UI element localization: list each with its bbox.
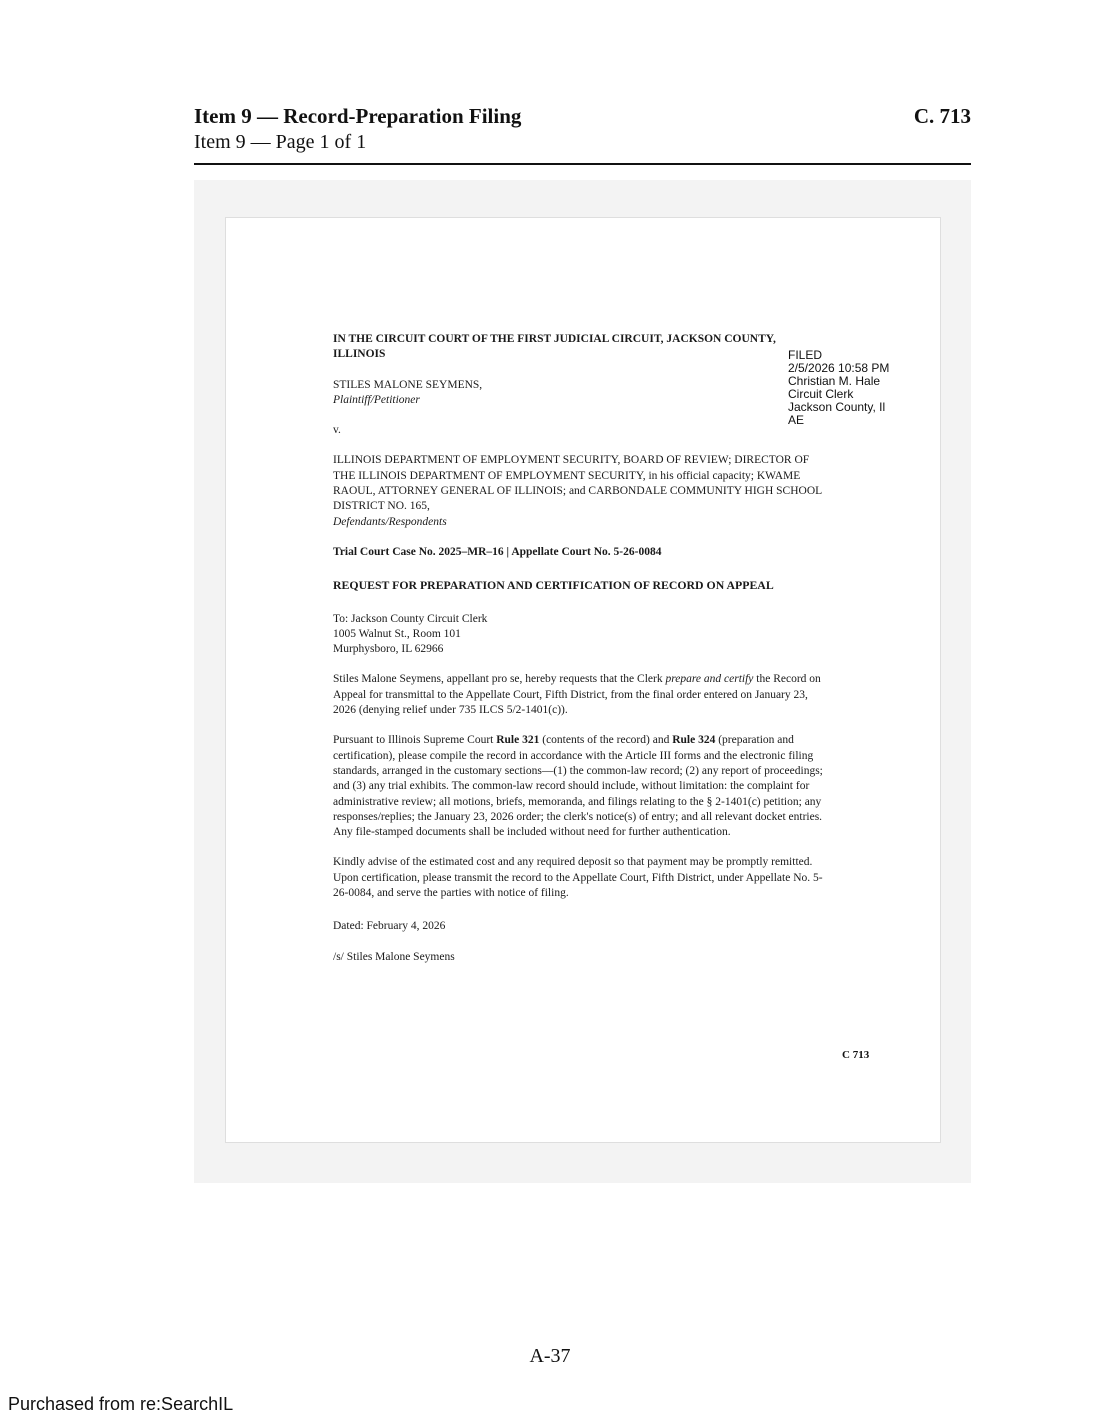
address-line-2: 1005 Walnut St., Room 101 bbox=[333, 627, 461, 640]
para1-a: Stiles Malone Seymens, appellant pro se, hereby requests that the Clerk bbox=[333, 673, 666, 686]
document-sheet bbox=[225, 217, 941, 1143]
dated-line: Dated: February 4, 2026 bbox=[333, 920, 446, 933]
document-c-number: C 713 bbox=[842, 1049, 870, 1061]
document-title: REQUEST FOR PREPARATION AND CERTIFICATION OF RECORD ON APPEAL bbox=[333, 578, 774, 593]
plaintiff-role: Plaintiff/Petitioner bbox=[333, 393, 420, 406]
filed-stamp-line-6: AE bbox=[788, 413, 805, 427]
filed-stamp-line-4: Circuit Clerk bbox=[788, 387, 854, 401]
filed-stamp-line-2: 2/5/2026 10:58 PM bbox=[788, 361, 890, 375]
para2-e: (preparation and certification), please compile the record in accordance with the Article III forms and the electronic filing standards, arranged in the customary sections—(1) the common-law record; (2) any report of proceedings; and (3) any trial exhibits. The common-law record should include, without limitation: the complaint for administrative review; all motions, briefs, memoranda, and filings relating to the § 2-1401(c) petition; any responses/replies; the January 23, 2026 order; the clerk's notice(s) of entry; and all relevant docket entries. Any file-stamped documents shall be included without need for further authentication. bbox=[333, 734, 823, 839]
defendants-text: ILLINOIS DEPARTMENT OF EMPLOYMENT SECURITY, BOARD OF REVIEW; DIRECTOR OF THE ILLINOIS DEPARTMENT OF EMPLOYMENT SECURITY, in his official capacity; KWAME RAOUL, ATTORNEY GENERAL OF ILLINOIS; and CARBONDALE COMMUNITY HIGH SCHOOL DISTRICT NO. 165, bbox=[333, 454, 822, 513]
case-numbers: Trial Court Case No. 2025–MR–16 | Appellate Court No. 5-26-0084 bbox=[333, 545, 662, 558]
para1-emphasis: prepare and certify bbox=[665, 673, 754, 686]
document-body bbox=[333, 332, 833, 965]
para2-c: (contents of the record) and bbox=[539, 734, 673, 747]
paragraph-cost: Kindly advise of the estimated cost and any required deposit so that payment may be promptly remitted. Upon certification, please transmit the record to the Appellate Court, Fifth District, under Appellate No. 5-26-0084, and serve the parties with notice of filing. bbox=[333, 856, 823, 900]
defendants-role: Defendants/Respondents bbox=[333, 515, 447, 528]
para2-rule-321: Rule 321 bbox=[496, 734, 540, 747]
address-line-3: Murphysboro, IL 62966 bbox=[333, 643, 444, 656]
address-line-1: To: Jackson County Circuit Clerk bbox=[333, 612, 488, 625]
paragraph-rules bbox=[333, 733, 833, 840]
filed-stamp-line-5: Jackson County, Il bbox=[788, 400, 886, 414]
header-c-number: C. 713 bbox=[913, 104, 971, 128]
header-subtitle: Item 9 — Page 1 of 1 bbox=[194, 131, 367, 153]
filed-stamp bbox=[788, 349, 889, 427]
plaintiff-name: STILES MALONE SEYMENS, bbox=[333, 378, 483, 391]
filed-stamp-line-3: Christian M. Hale bbox=[788, 374, 881, 388]
document-frame bbox=[194, 180, 971, 1183]
filed-stamp-line-1: FILED bbox=[788, 348, 823, 362]
page-number: A-37 bbox=[529, 1345, 571, 1367]
para2-rule-324: Rule 324 bbox=[672, 734, 716, 747]
header-title: Item 9 — Record-Preparation Filing bbox=[194, 104, 522, 128]
signature-line: /s/ Stiles Malone Seymens bbox=[333, 950, 455, 963]
purchase-watermark: Purchased from re:SearchIL bbox=[8, 1394, 234, 1414]
versus-text: v. bbox=[333, 424, 341, 437]
page-header bbox=[194, 103, 971, 165]
clerk-address bbox=[333, 612, 833, 658]
court-caption: IN THE CIRCUIT COURT OF THE FIRST JUDICIAL CIRCUIT, JACKSON COUNTY, ILLINOIS bbox=[333, 333, 776, 361]
para1-c: the Record on Appeal for transmittal to the Appellate Court, Fifth District, from the final order entered on January 23, 2026 (denying relief under 735 ILCS 5/2-1401(c)). bbox=[333, 673, 821, 717]
paragraph-request bbox=[333, 672, 833, 718]
para2-a: Pursuant to Illinois Supreme Court bbox=[333, 734, 497, 747]
